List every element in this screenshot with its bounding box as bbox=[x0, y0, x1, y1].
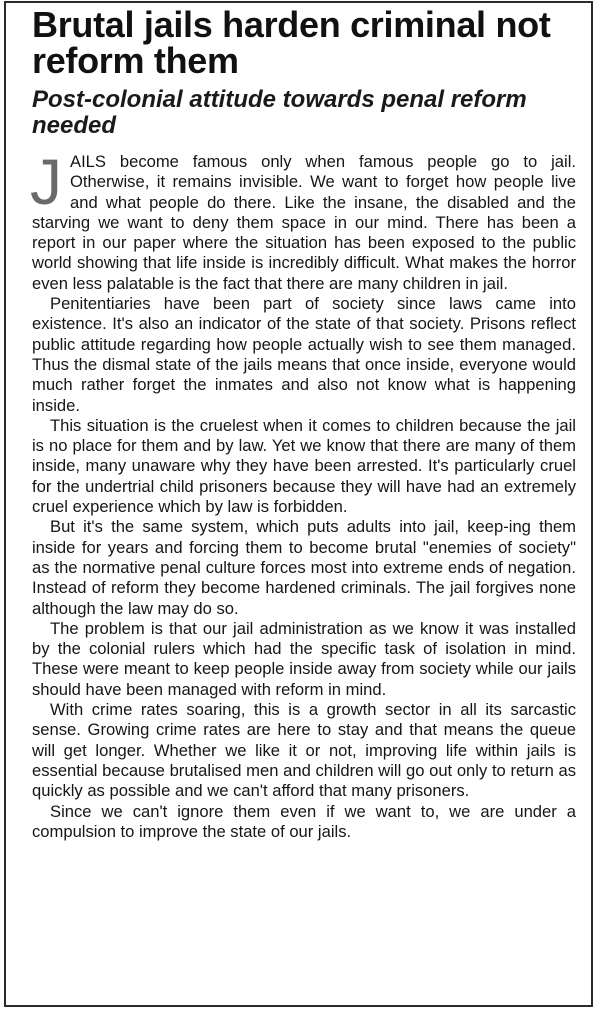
paragraph-5: The problem is that our jail administration as we know it was installed by the colonial rulers which had the specific task of isolation in mind. These were meant to keep people inside away from society while our jails should have been managed with reform in mind. bbox=[32, 618, 576, 699]
article-body bbox=[30, 146, 576, 842]
paragraph-7: Since we can't ignore them even if we want to, we are under a compulsion to improve the state of our jails. bbox=[32, 801, 576, 841]
paragraph-4: But it's the same system, which puts adults into jail, keep-ing them inside for years and forcing them to become brutal "enemies of society" as the normative penal culture forces most into extreme ends of negation. Instead of reform they become hardened criminals. The jail forgives none although the law may do so. bbox=[32, 517, 576, 618]
paragraph-1 bbox=[30, 146, 576, 294]
paragraph-2: Penitentiaries have been part of society since laws came into existence. It's also an indicator of the state of that society. Prisons reflect public attitude regarding how people actually wish to see them managed. Thus the dismal state of the jails means that once inside, everyone would much rather forget the inmates and also not know what is happening inside. bbox=[32, 294, 576, 415]
subheadline: Post-colonial attitude towards penal reform needed bbox=[32, 86, 527, 139]
paragraph-6: With crime rates soaring, this is a growth sector in all its sarcastic sense. Growing crime rates are here to stay and that means the queue will get longer. Whether we like it or not, improving life within jails is essential because brutalised men and children will go out only to return as quickly as possible and we can't afford that many prisoners. bbox=[32, 700, 576, 801]
article-frame bbox=[4, 1, 593, 1007]
paragraph-1-text: AILS become famous only when famous people go to jail. Otherwise, it remains invisible. We want to forget how people live and what people do there. Like the insane, the disabled and the starving we want to deny them space in our mind. There has been a report in our paper where the situation has been exposed to the public world showing that life inside is incredibly difficult. What makes the horror even less palatable is the fact that there are many children in jail. bbox=[32, 152, 576, 293]
headline: Brutal jails harden criminal not reform them bbox=[32, 4, 551, 81]
paragraph-3: This situation is the cruelest when it comes to children because the jail is no place for them and by law. Yet we know that there are many of them inside, many unaware why they have been arrested. It's particularly cruel for the undertrial child prisoners because they will have had an extremely cruel experience which by law is forbidden. bbox=[32, 415, 576, 517]
drop-cap: J bbox=[30, 146, 62, 218]
